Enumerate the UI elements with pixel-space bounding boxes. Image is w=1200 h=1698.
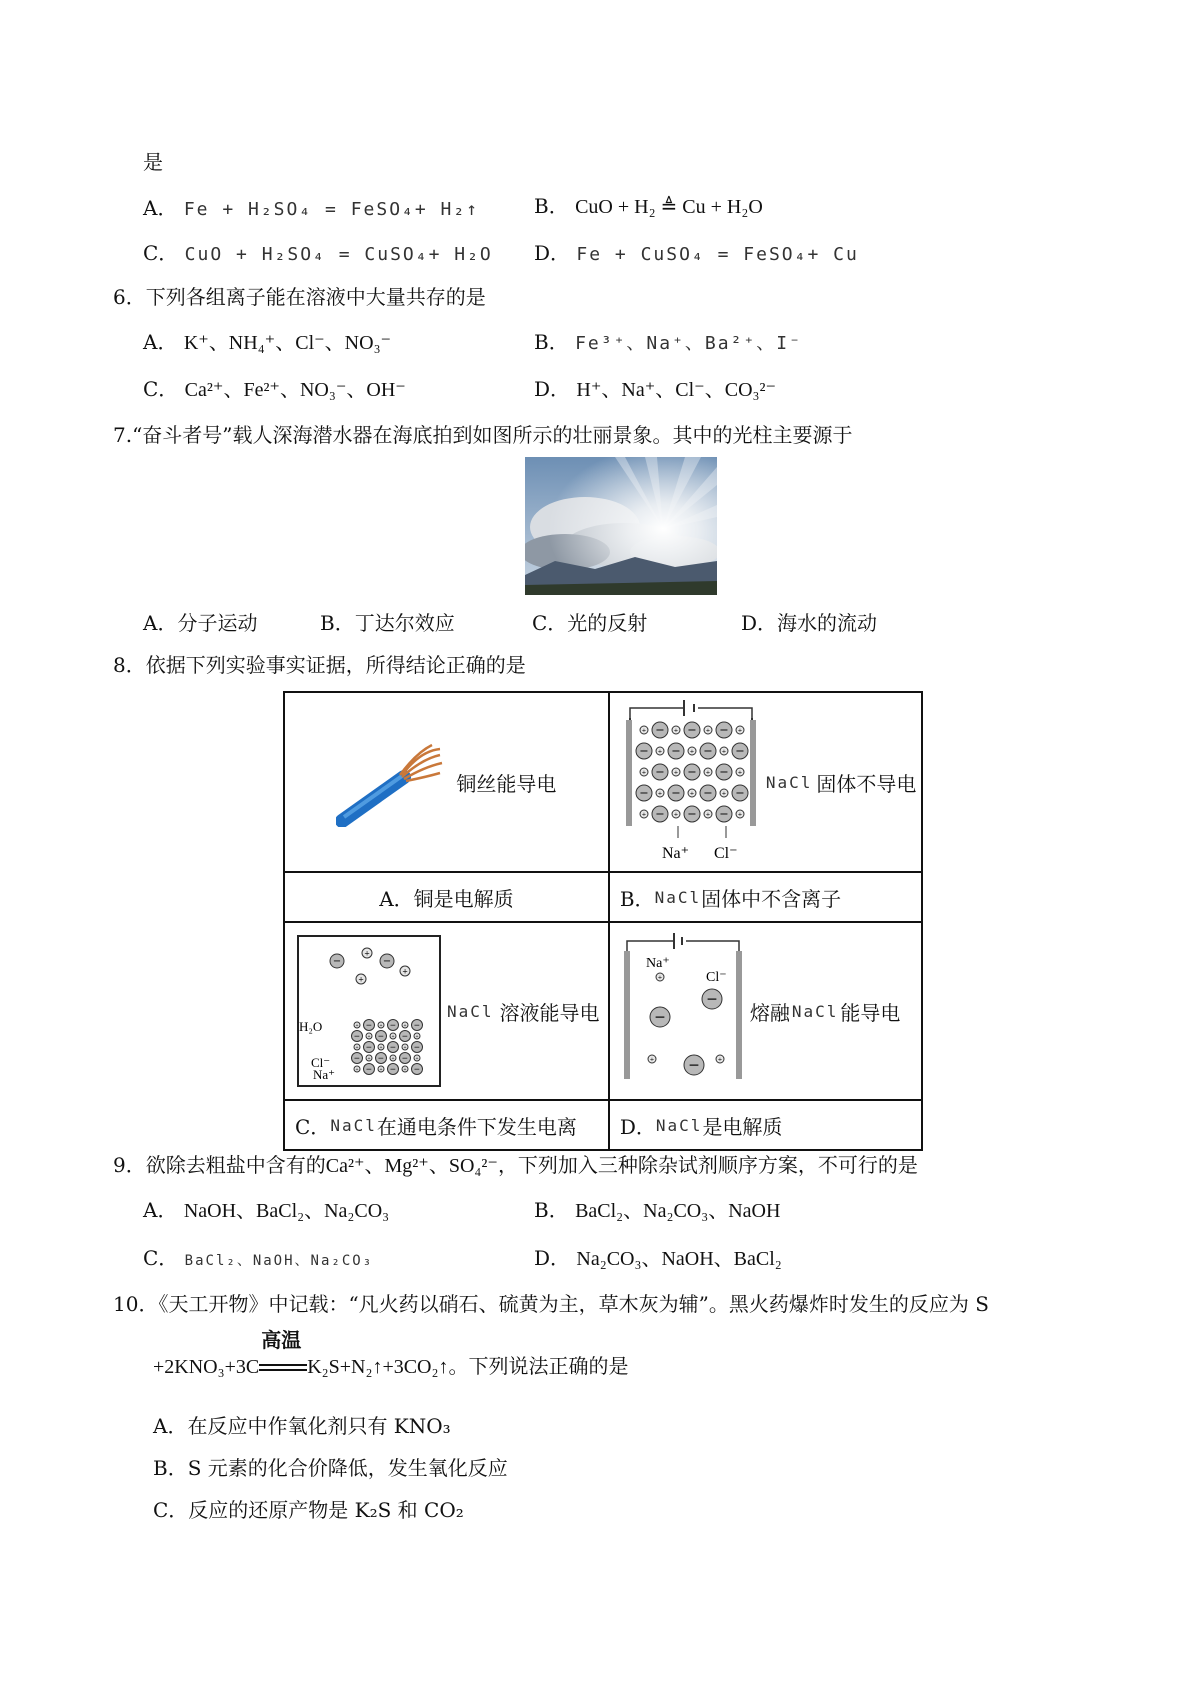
q5-option-b[interactable] <box>534 194 763 219</box>
cation-glyph <box>354 1066 360 1072</box>
svg-text:−: − <box>655 807 665 821</box>
option-label: B． <box>534 1198 569 1222</box>
q7-option-a[interactable]: A．分子运动 <box>143 611 258 635</box>
caption-d-mono: NaCl <box>655 1115 703 1135</box>
q5-stem-tail: 是 <box>143 150 163 174</box>
anion-glyph <box>364 1042 375 1053</box>
option-label: D． <box>534 1246 571 1270</box>
anion-glyph <box>732 743 748 759</box>
cell-d-pre: 熔融 <box>749 1000 790 1025</box>
svg-text:+: + <box>391 1055 395 1061</box>
cell-b-text: 固体不导电 <box>816 771 917 796</box>
anion-glyph <box>364 1020 375 1031</box>
svg-text:+: + <box>689 790 695 797</box>
cation-glyph <box>688 789 696 797</box>
q9-stem <box>113 1153 918 1178</box>
q9-option-a[interactable] <box>143 1198 389 1223</box>
svg-text:−: − <box>413 1064 421 1074</box>
caption-b-label: B． <box>619 886 655 911</box>
q9-stem-pre: 9．欲除去粗盐中含有的 <box>113 1153 326 1177</box>
anion-glyph <box>684 806 700 822</box>
svg-text:−: − <box>413 1042 421 1052</box>
svg-text:+: + <box>737 769 743 776</box>
option-text: H⁺、Na⁺、Cl⁻、CO₃²⁻ <box>576 379 777 401</box>
option-label: A． <box>143 330 178 354</box>
svg-text:−: − <box>353 1031 361 1041</box>
cation-glyph <box>672 726 680 734</box>
anion-glyph <box>352 1031 363 1042</box>
anion-glyph <box>684 1055 704 1075</box>
anion-glyph <box>684 764 700 780</box>
svg-text:+: + <box>391 1033 395 1039</box>
cell-b-mono: NaCl <box>765 772 813 792</box>
cl-label: Cl⁻ <box>705 970 727 985</box>
anion-glyph <box>668 785 684 801</box>
anion-glyph <box>652 764 668 780</box>
svg-text:+: + <box>402 967 408 976</box>
cation-glyph <box>656 789 664 797</box>
svg-text:+: + <box>379 1066 383 1072</box>
anion-glyph <box>702 989 722 1009</box>
svg-text:−: − <box>687 807 697 821</box>
svg-text:−: − <box>389 1042 397 1052</box>
caption-a-text: A．铜是电解质 <box>379 886 514 911</box>
caption-d <box>609 1100 922 1150</box>
svg-text:−: − <box>671 744 681 758</box>
sky-light-rays-photo <box>525 457 717 595</box>
q6-stem: 6．下列各组离子能在溶液中大量共存的是 <box>113 285 486 309</box>
q6-option-a[interactable] <box>143 330 391 355</box>
cell-molten-nacl <box>609 922 922 1100</box>
svg-text:−: − <box>687 723 697 737</box>
svg-text:−: − <box>703 744 713 758</box>
q6-option-d[interactable] <box>534 377 776 402</box>
anion-glyph <box>650 1007 670 1027</box>
svg-text:−: − <box>332 956 342 968</box>
svg-text:−: − <box>401 1031 409 1041</box>
option-label: A． <box>143 1198 178 1222</box>
option-label: B． <box>534 194 569 218</box>
svg-text:−: − <box>389 1064 397 1074</box>
cation-glyph <box>402 1022 408 1028</box>
option-text: BaCl₂、NaOH、Na₂CO₃ <box>184 1253 374 1269</box>
q10-option-b[interactable]: B．S 元素的化合价降低，发生氧化反应 <box>153 1456 508 1480</box>
anion-glyph <box>668 743 684 759</box>
svg-text:−: − <box>719 723 729 737</box>
cation-glyph <box>640 726 648 734</box>
svg-text:+: + <box>721 790 727 797</box>
svg-text:+: + <box>355 1022 359 1028</box>
svg-text:+: + <box>364 949 370 958</box>
cation-glyph <box>704 810 712 818</box>
svg-text:+: + <box>641 769 647 776</box>
option-text: CuO + H₂ ≜ Cu + H₂O <box>575 196 763 218</box>
svg-text:+: + <box>641 727 647 734</box>
anion-glyph <box>400 1053 411 1064</box>
cell-a-text: 铜丝能导电 <box>456 771 557 796</box>
option-label: B． <box>534 330 569 354</box>
q7-option-c[interactable]: C．光的反射 <box>532 611 648 635</box>
svg-text:−: − <box>365 1020 373 1030</box>
svg-text:+: + <box>415 1033 419 1039</box>
anion-glyph <box>716 806 732 822</box>
caption-d-label: D． <box>619 1114 656 1139</box>
svg-text:+: + <box>705 769 711 776</box>
q7-stem: 7.“奋斗者号”载人深海潜水器在海底拍到如图所示的壮丽景象。其中的光柱主要源于 <box>113 423 853 447</box>
cl-label: Cl⁻ <box>311 1055 331 1070</box>
cation-glyph <box>414 1033 420 1039</box>
q8-evidence-table <box>283 691 923 1151</box>
cation-glyph <box>402 1044 408 1050</box>
svg-text:−: − <box>655 765 665 779</box>
option-text: CuO + H₂SO₄ = CuSO₄+ H₂O <box>184 244 493 265</box>
cation-glyph <box>354 1022 360 1028</box>
cell-nacl-solid <box>609 692 922 872</box>
q6-option-b[interactable] <box>534 330 802 355</box>
anion-glyph <box>732 785 748 801</box>
svg-text:−: − <box>719 807 729 821</box>
cation-glyph <box>736 726 744 734</box>
q5-option-d[interactable] <box>534 241 859 266</box>
q9-option-c[interactable] <box>143 1246 373 1270</box>
svg-text:+: + <box>403 1044 407 1050</box>
anion-glyph <box>716 722 732 738</box>
caption-c <box>284 1100 609 1150</box>
caption-b-mono: NaCl <box>654 887 702 907</box>
caption-a <box>284 872 609 922</box>
h2o-label: H₂O <box>299 1019 323 1034</box>
anion-glyph <box>412 1064 423 1075</box>
cation-glyph <box>672 768 680 776</box>
svg-text:−: − <box>401 1053 409 1063</box>
svg-text:+: + <box>657 748 663 755</box>
svg-text:+: + <box>721 748 727 755</box>
svg-text:+: + <box>641 811 647 818</box>
svg-text:+: + <box>649 1056 655 1063</box>
cell-c-mono: NaCl <box>447 1001 494 1021</box>
svg-text:+: + <box>737 727 743 734</box>
cation-glyph <box>672 810 680 818</box>
anion-glyph <box>684 722 700 738</box>
cation-glyph <box>390 1055 396 1061</box>
option-text: Fe³⁺、Na⁺、Ba²⁺、I⁻ <box>575 333 802 354</box>
anion-glyph <box>700 743 716 759</box>
anion-glyph <box>412 1020 423 1031</box>
anion-glyph <box>636 743 652 759</box>
cation-glyph <box>688 747 696 755</box>
svg-text:−: − <box>735 786 745 800</box>
svg-text:+: + <box>657 790 663 797</box>
cation-glyph <box>414 1055 420 1061</box>
cation-glyph <box>366 1055 372 1061</box>
svg-text:+: + <box>673 811 679 818</box>
svg-text:+: + <box>355 1044 359 1050</box>
svg-text:−: − <box>719 765 729 779</box>
q5-option-a[interactable] <box>143 196 479 221</box>
cation-glyph <box>640 810 648 818</box>
option-label: A． <box>143 196 178 220</box>
q9-ions: Ca²⁺、Mg²⁺、SO₄²⁻ <box>325 1155 498 1177</box>
svg-text:+: + <box>657 974 663 981</box>
q10-option-c[interactable]: C．反应的还原产物是 K₂S 和 CO₂ <box>153 1498 464 1522</box>
cation-glyph <box>366 1033 372 1039</box>
cell-copper-wire <box>284 692 609 872</box>
svg-text:−: − <box>671 786 681 800</box>
q5-option-c[interactable] <box>143 241 493 266</box>
high-temp-arrow <box>259 1327 307 1378</box>
q10-option-a[interactable]: A．在反应中作氧化剂只有 KNO₃ <box>153 1414 451 1438</box>
q9-stem-post: ，下列加入三种除杂试剂顺序方案，不可行的是 <box>497 1153 918 1177</box>
svg-text:+: + <box>379 1044 383 1050</box>
option-label: C． <box>143 1246 179 1270</box>
svg-text:+: + <box>403 1022 407 1028</box>
svg-text:−: − <box>639 786 649 800</box>
cation-glyph <box>402 1066 408 1072</box>
molten-nacl-diagram <box>620 929 748 1093</box>
cation-glyph <box>356 974 366 984</box>
cation-glyph <box>656 973 664 981</box>
anion-glyph <box>388 1064 399 1075</box>
anion-glyph <box>330 954 344 968</box>
anion-glyph <box>388 1020 399 1031</box>
option-text: Fe + CuSO₄ = FeSO₄+ Cu <box>576 244 859 265</box>
cation-glyph <box>720 789 728 797</box>
svg-text:−: − <box>377 1053 385 1063</box>
q9-option-b[interactable] <box>534 1198 780 1223</box>
anion-glyph <box>364 1064 375 1075</box>
option-text: Na₂CO₃、NaOH、BaCl₂ <box>576 1248 782 1270</box>
svg-text:−: − <box>389 1020 397 1030</box>
svg-text:+: + <box>358 975 364 984</box>
svg-text:−: − <box>655 723 665 737</box>
anion-glyph <box>352 1053 363 1064</box>
anion-glyph <box>376 1053 387 1064</box>
option-text: NaOH、BaCl₂、Na₂CO₃ <box>183 1200 390 1222</box>
cell-d-text: 能导电 <box>840 1000 901 1025</box>
eq-right: K₂S+N₂↑+3CO₂↑。下列说法正确的是 <box>307 1356 629 1378</box>
svg-text:+: + <box>689 748 695 755</box>
caption-b <box>609 872 922 922</box>
svg-text:+: + <box>403 1066 407 1072</box>
option-label: C． <box>143 377 179 401</box>
caption-c-mono: NaCl <box>330 1115 377 1135</box>
svg-text:−: − <box>377 1031 385 1041</box>
q10-stem: 10．《天工开物》中记载：“凡火药以硝石、硫黄为主，草木灰为辅”。黑火药爆炸时发生的反应为 S <box>113 1292 989 1316</box>
nacl-lattice-diagram <box>622 698 762 866</box>
svg-text:−: − <box>687 765 697 779</box>
caption-b-text: 固体中不含离子 <box>701 886 842 911</box>
caption-c-text: 在通电条件下发生电离 <box>376 1114 577 1139</box>
svg-text:−: − <box>382 956 392 968</box>
option-text: Fe + H₂SO₄ = FeSO₄+ H₂↑ <box>183 199 480 220</box>
anion-glyph <box>652 722 668 738</box>
cation-glyph <box>378 1044 384 1050</box>
cation-glyph <box>648 1055 656 1063</box>
svg-text:+: + <box>673 769 679 776</box>
svg-text:+: + <box>355 1066 359 1072</box>
option-label: C． <box>143 241 179 265</box>
option-label: D． <box>534 241 571 265</box>
svg-text:+: + <box>737 811 743 818</box>
cation-glyph <box>716 1055 724 1063</box>
svg-text:−: − <box>365 1064 373 1074</box>
caption-d-text: 是电解质 <box>702 1114 783 1139</box>
cation-glyph <box>378 1066 384 1072</box>
anion-glyph <box>636 785 652 801</box>
anion-glyph <box>716 764 732 780</box>
na-label: Na⁺ <box>313 1067 336 1082</box>
cation-glyph <box>400 966 410 976</box>
cell-d-mono: NaCl <box>791 1001 839 1021</box>
svg-text:+: + <box>367 1033 371 1039</box>
svg-text:−: − <box>687 1057 700 1074</box>
cation-glyph <box>736 810 744 818</box>
svg-text:−: − <box>705 991 718 1008</box>
cation-glyph <box>704 768 712 776</box>
na-label: Na⁺ <box>661 845 689 862</box>
q9-option-d[interactable] <box>534 1246 782 1271</box>
anion-glyph <box>380 954 394 968</box>
cation-glyph <box>656 747 664 755</box>
q8-stem: 8．依据下列实验事实证据，所得结论正确的是 <box>113 653 526 677</box>
cond-label: 高温 <box>261 1327 302 1352</box>
svg-text:−: − <box>735 744 745 758</box>
cell-c-text: 溶液能导电 <box>499 1000 600 1025</box>
q6-option-c[interactable] <box>143 377 406 402</box>
anion-glyph <box>376 1031 387 1042</box>
svg-text:−: − <box>639 744 649 758</box>
cation-glyph <box>354 1044 360 1050</box>
svg-text:−: − <box>413 1020 421 1030</box>
svg-text:−: − <box>653 1009 666 1026</box>
svg-text:−: − <box>353 1053 361 1063</box>
svg-text:−: − <box>365 1042 373 1052</box>
svg-text:+: + <box>705 811 711 818</box>
nacl-hydration-diagram <box>297 935 441 1087</box>
svg-text:+: + <box>717 1056 723 1063</box>
option-label: D． <box>534 377 571 401</box>
na-label: Na⁺ <box>645 956 670 971</box>
svg-text:+: + <box>367 1055 371 1061</box>
eq-left: +2KNO₃+3C <box>153 1356 260 1378</box>
cation-glyph <box>704 726 712 734</box>
cl-label: Cl⁻ <box>713 845 738 862</box>
cation-glyph <box>378 1022 384 1028</box>
svg-text:+: + <box>673 727 679 734</box>
cation-glyph <box>736 768 744 776</box>
q7-option-d[interactable]: D．海水的流动 <box>741 611 878 635</box>
svg-text:+: + <box>705 727 711 734</box>
cell-nacl-solution <box>284 922 609 1100</box>
svg-text:+: + <box>415 1055 419 1061</box>
q10-equation <box>153 1327 629 1379</box>
svg-text:−: − <box>703 786 713 800</box>
caption-c-label: C． <box>295 1114 331 1139</box>
svg-text:+: + <box>379 1022 383 1028</box>
cation-glyph <box>390 1033 396 1039</box>
anion-glyph <box>652 806 668 822</box>
cation-glyph <box>720 747 728 755</box>
option-text: K⁺、NH₄⁺、Cl⁻、NO₃⁻ <box>183 332 392 354</box>
option-text: BaCl₂、Na₂CO₃、NaOH <box>575 1200 781 1222</box>
anion-glyph <box>388 1042 399 1053</box>
option-text: Ca²⁺、Fe²⁺、NO₃⁻、OH⁻ <box>184 379 406 401</box>
anion-glyph <box>412 1042 423 1053</box>
cation-glyph <box>362 948 372 958</box>
cation-glyph <box>640 768 648 776</box>
anion-glyph <box>400 1031 411 1042</box>
anion-glyph <box>700 785 716 801</box>
copper-wire-icon <box>336 737 446 827</box>
q7-option-b[interactable]: B．丁达尔效应 <box>320 611 455 635</box>
